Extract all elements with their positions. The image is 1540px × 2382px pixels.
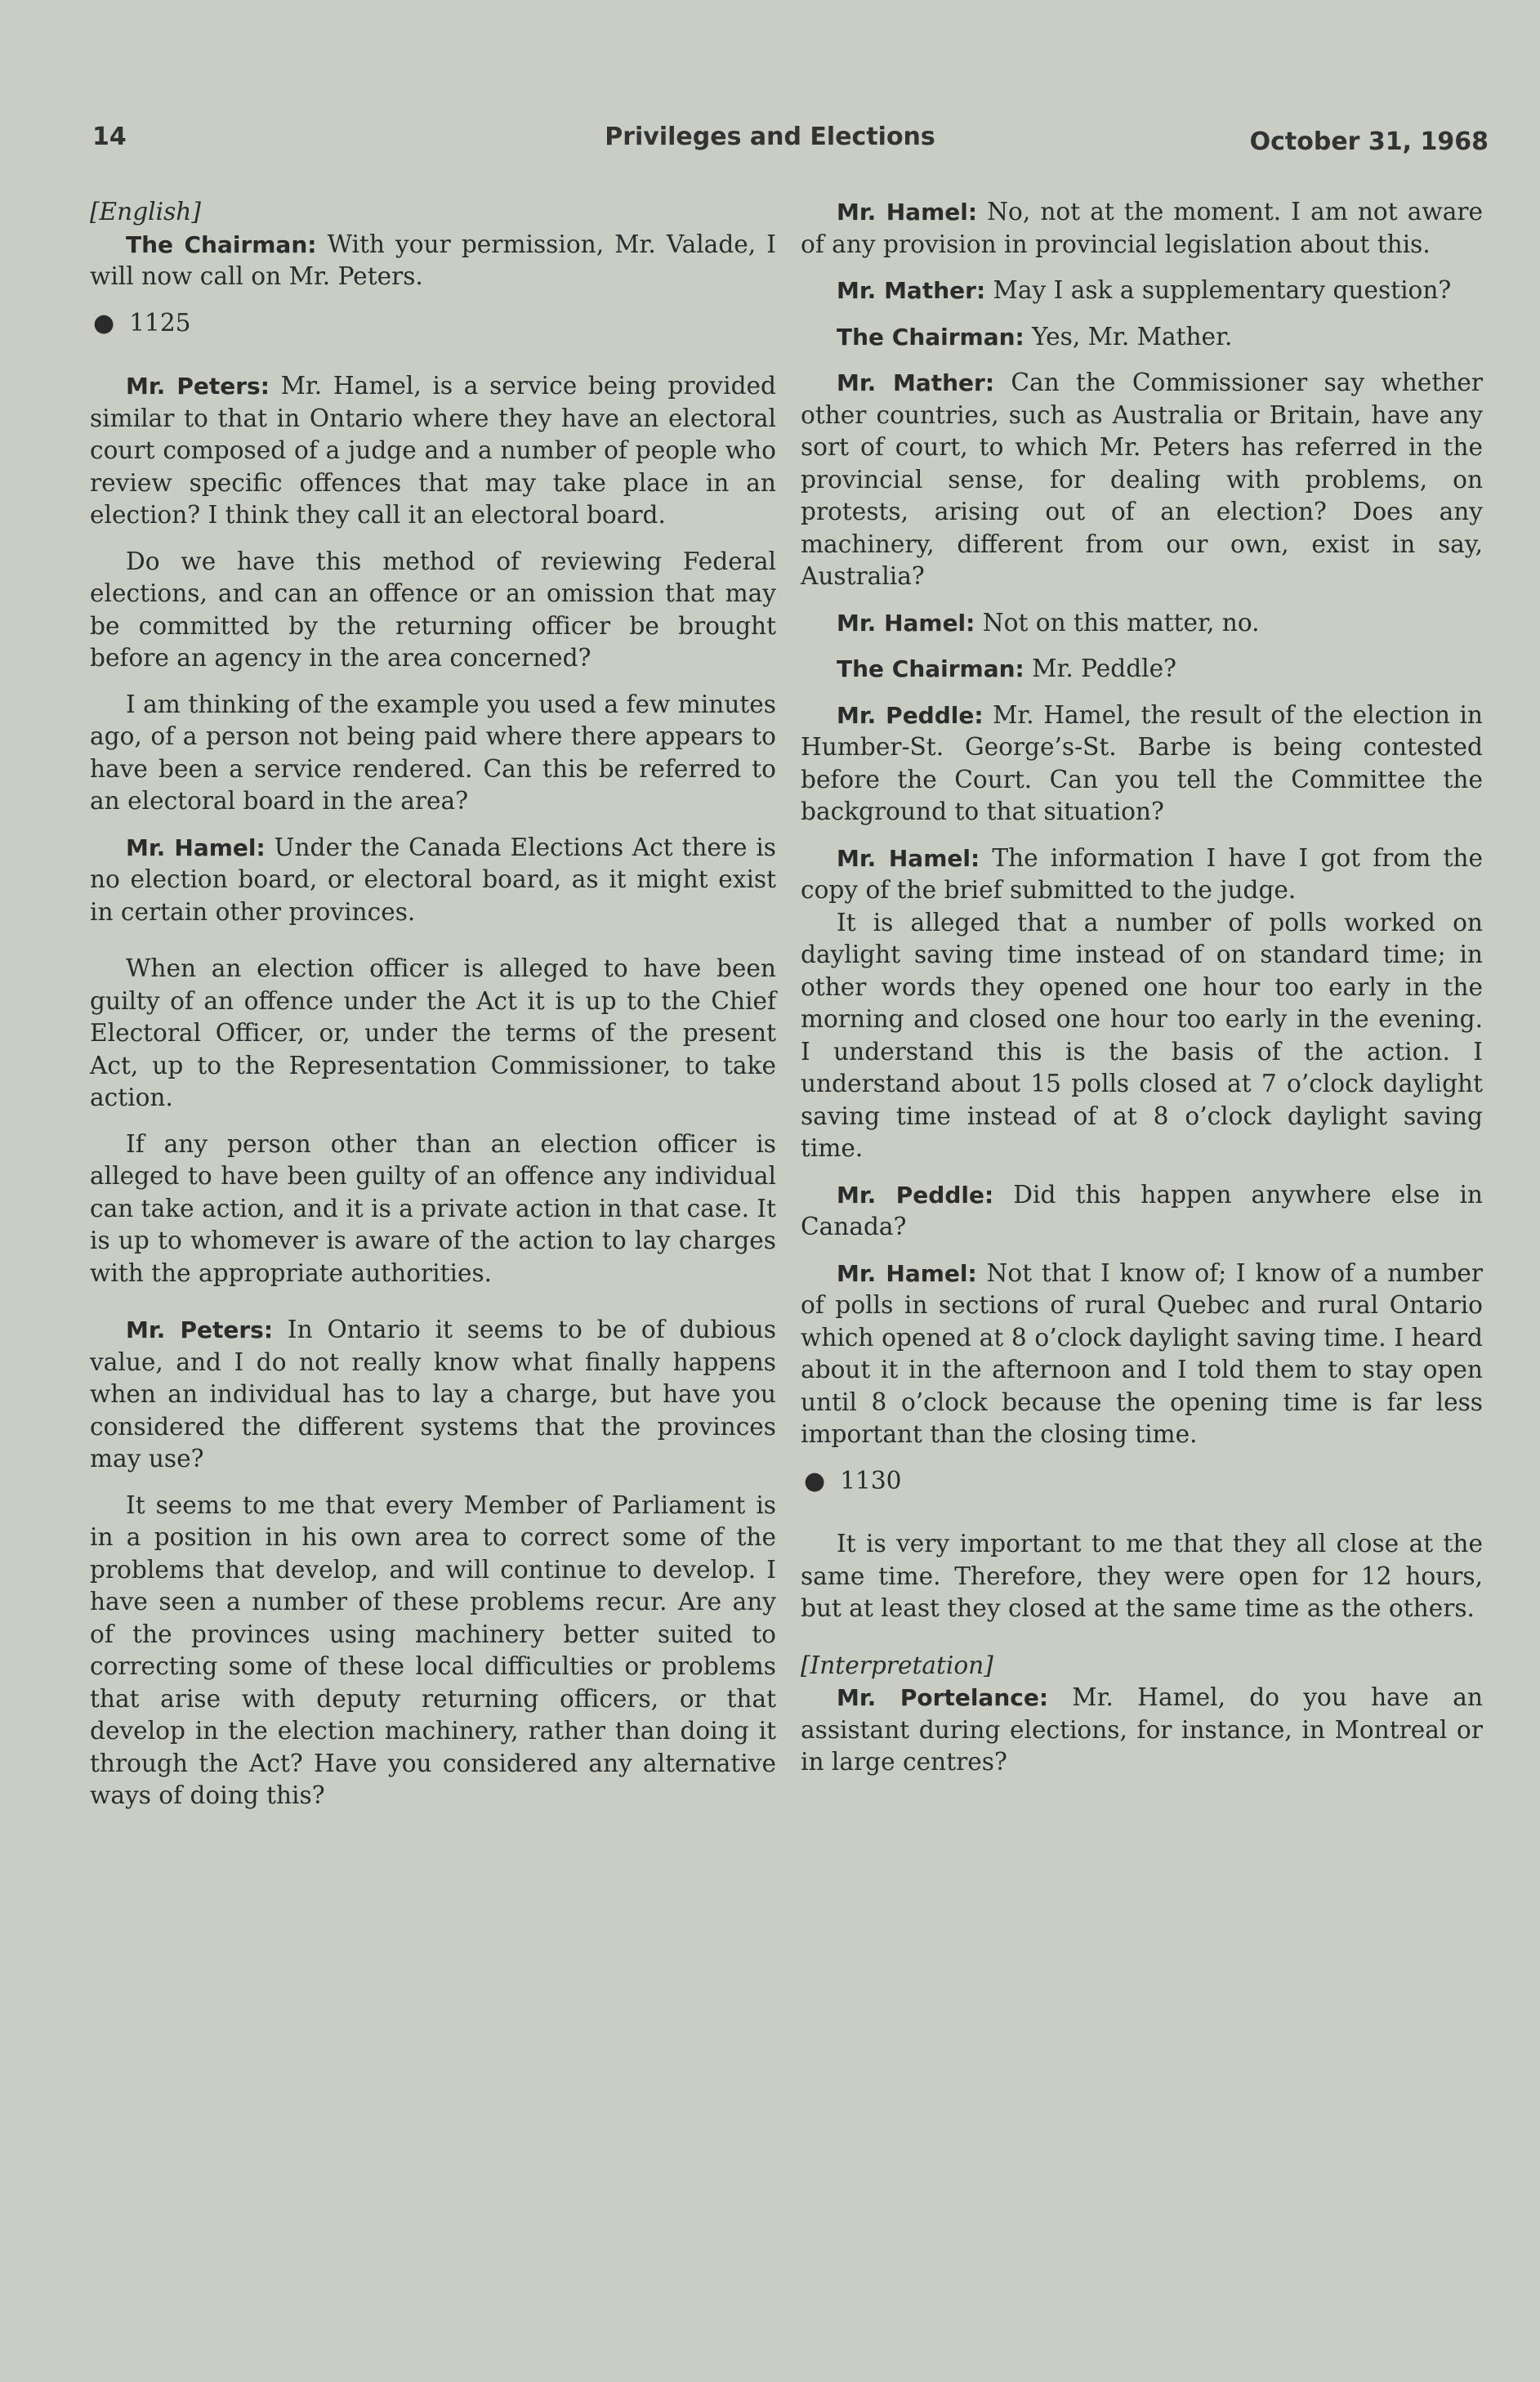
paragraph-text: Mr. Hamel, the result of the election in Humber-St. George’s-St. Barbe is being contested before the Court. Can you tell the Committee the background to that situation? [801,700,1483,825]
paragraph [801,321,1483,354]
speaker-label: The Chairman: [126,230,317,258]
speaker-label: Mr. Mather: [837,277,986,304]
paragraph-text: Not on this matter, no. [975,608,1260,637]
page-date: October 31, 1968 [1249,127,1489,156]
paragraph [801,196,1483,261]
page-number: 14 [92,123,127,151]
speaker-label: Mr. Hamel: [837,609,975,637]
paragraph-text: May I ask a supplementary question? [985,276,1452,304]
paragraph-text: Mr. Peddle? [1024,655,1177,682]
speaker-label: Mr. Peters: [126,373,270,400]
speaker-label: The Chairman: [837,655,1024,682]
paragraph [801,607,1483,640]
speaker-label: Mr. Hamel: [837,199,978,226]
paragraph: It is alleged that a number of polls worked on daylight saving time instead of on standard time; in other words they opened one hour too early in the morning and closed one hour too early in the evening. I understand this is the basis of the action. I understand about 15 polls closed at 7 o’clock daylight saving time instead of at 8 o’clock daylight saving time. [801,908,1483,1162]
paragraph [801,842,1483,907]
paragraph: I am thinking of the example you used a few minutes ago, of a person not being paid where there appears to have been a service rendered. Can this be referred to an electoral board in the area? [90,690,776,815]
language-tag: [English] [90,198,201,226]
paragraph [801,1258,1483,1451]
paragraph-text: Not that I know of; I know of a number of polls in sections of rural Quebec and rural Ontario which opened at 8 o’clock daylight saving time. I heard about it in the afternoon and I told them to stay open until 8 o’clock because the opening time is far less important than the closing time. [801,1258,1484,1448]
time-marker [801,1465,1483,1498]
bullet-icon: ● [93,308,115,337]
paragraph: If any person other than an election officer is alleged to have been guilty of an offence any individual can take action, and it is a private action in that case. It is up to whomever is aware of the action to lay charges with the appropriate authorities. [90,1129,776,1287]
speaker-label: The Chairman: [837,323,1024,351]
paragraph-text: The information I have I got from the copy of the brief submitted to the judge. [801,843,1483,904]
paragraph [801,699,1483,829]
paragraph-text: With your permission, Mr. Valade, I will now call on Mr. Peters. [90,230,776,290]
time-marker [90,307,776,340]
paragraph [801,275,1483,307]
bullet-icon: ● [804,1466,826,1495]
left-column [90,196,776,1826]
speaker-label: Mr. Hamel: [837,844,980,872]
paragraph [801,1179,1483,1244]
page-header [0,123,1540,172]
paragraph [90,832,776,929]
paragraph [90,229,776,293]
right-column [801,196,1483,1793]
paragraph [801,653,1483,686]
paragraph-text: Yes, Mr. Mather. [1024,322,1233,351]
speaker-label: Mr. Hamel: [126,833,266,861]
speaker-label: Mr. Mather: [837,369,995,396]
paragraph [90,370,776,532]
paragraph-text: No, not at the moment. I am not aware of any provision in provincial legislation about this. [801,198,1484,258]
paragraph-text: In Ontario it seems to be of dubious value, and I do not really know what finally happens when an individual has to lay a charge, but have you considered the different systems that the provinces may use? [90,1316,777,1473]
paragraph [801,1682,1483,1779]
speaker-label: Mr. Peddle: [837,1181,994,1209]
paragraph: It is very important to me that they all close at the same time. Therefore, they were open for 12 hours, but at least they closed at the same time as the others. [801,1530,1483,1622]
paragraph-text: Mr. Hamel, do you have an assistant during elections, for instance, in Montreal or in large centres? [801,1683,1483,1776]
language-tag: [Interpretation] [801,1651,993,1679]
time-marker-text: 1130 [840,1466,902,1495]
speaker-label: Mr. Portelance: [837,1684,1049,1711]
running-title: Privileges and Elections [605,123,935,151]
paragraph-text: Can the Commissioner say whether other countries, such as Australia or Britain, have any sort of court, to which Mr. Peters has referred in the provincial sense, for dealing with problems, on protests, arising out of an election? Does any machinery, different from our own, exist in say, Australia? [801,369,1483,590]
paragraph-text: Mr. Hamel, is a service being provided similar to that in Ontario where they have an electoral court composed of a judge and a number of people who review specific offences that may take place in an election? I think they call it an electoral board. [90,372,777,529]
paragraph-text: Did this happen anywhere else in Canada? [801,1180,1483,1240]
speaker-label: Mr. Hamel: [837,1259,977,1287]
paragraph [90,1314,776,1476]
paragraph: Do we have this method of reviewing Federal elections, and can an offence or an omission that may be committed by the returning officer be brought before an agency in the area concerned? [90,547,776,672]
paragraph: It seems to me that every Member of Parliament is in a position in his own area to correct some of the problems that develop, and will continue to develop. I have seen a number of these problems recur. Are any of the provinces using machinery better suited to correcting some of these local difficulties or problems that arise with deputy returning officers, or that develop in the election machinery, rather than doing it through the Act? Have you considered any alternative ways of doing this? [90,1490,776,1809]
time-marker-text: 1125 [129,308,191,337]
speaker-label: Mr. Peters: [126,1316,274,1343]
paragraph-text: Under the Canada Elections Act there is no election board, or electoral board, as it might exist in certain other provinces. [90,833,776,926]
paragraph: When an election officer is alleged to have been guilty of an offence under the Act it is up to the Chief Electoral Officer, or, under the terms of the present Act, up to the Representation Commissioner, to take action. [90,954,776,1111]
speaker-label: Mr. Peddle: [837,701,984,729]
paragraph [801,367,1483,593]
